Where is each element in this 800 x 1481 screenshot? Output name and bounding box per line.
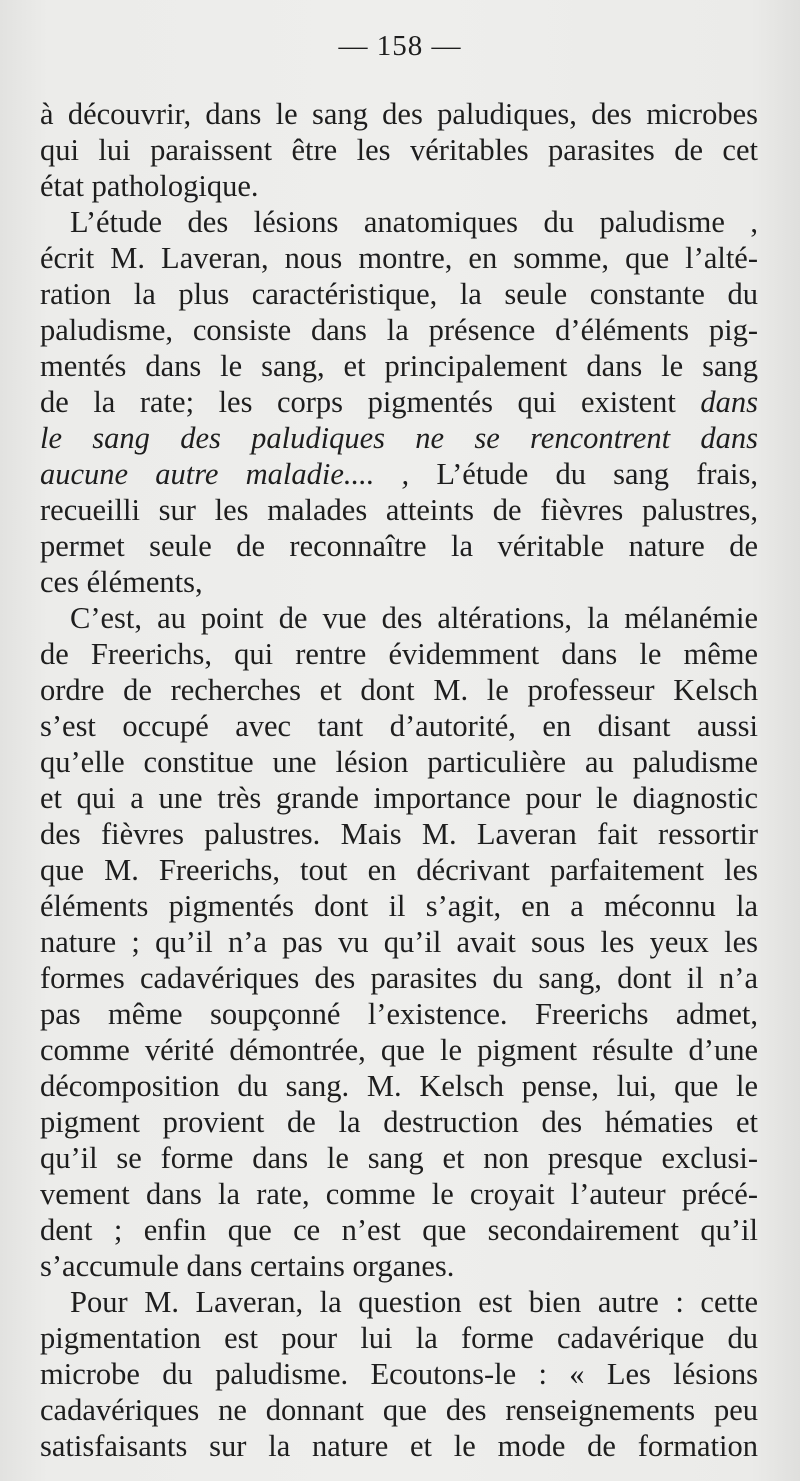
text-line	[40, 348, 758, 384]
text-line	[40, 816, 758, 852]
text-line	[40, 96, 758, 132]
paragraph-first-line	[40, 600, 758, 636]
text-line	[40, 852, 758, 888]
line-text: ordre de recherches et dont M. le professeur Kelsch	[40, 673, 758, 707]
text-line	[40, 312, 758, 348]
text-line	[40, 528, 758, 564]
text-line	[40, 168, 758, 204]
body-text	[40, 96, 758, 1464]
line-text: nature ; qu’il n’a pas vu qu’il avait sous les yeux les	[40, 925, 758, 959]
line-text: et qui a une très grande importance pour le diagnostic	[40, 781, 758, 815]
text-line	[40, 1104, 758, 1140]
line-text: que M. Freerichs, tout en décrivant parfaitement les	[40, 853, 758, 887]
text-line	[40, 1356, 758, 1392]
line-text: écrit M. Laveran, nous montre, en somme, que l’alté-	[40, 241, 758, 275]
line-text: qu’elle constitue une lésion particulière au paludisme	[40, 745, 758, 779]
line-text: qui lui paraissent être les véritables parasites de cet	[40, 133, 758, 167]
line-text: comme vérité démontrée, que le pigment résulte d’une	[40, 1033, 758, 1067]
text-line	[40, 420, 758, 456]
text-line	[40, 384, 758, 420]
line-text: des fièvres palustres. Mais M. Laveran fait ressortir	[40, 817, 758, 851]
line-text: décomposition du sang. M. Kelsch pense, lui, que le	[40, 1069, 758, 1103]
line-text: pigment provient de la destruction des hématies et	[40, 1105, 758, 1139]
text-line	[40, 1392, 758, 1428]
line-text: L’étude du sang frais,	[436, 457, 759, 491]
text-line	[40, 888, 758, 924]
text-line	[40, 1176, 758, 1212]
text-line	[40, 960, 758, 996]
line-text: C’est, au point de vue des altérations, la mélanémie	[70, 601, 758, 635]
line-text: ration la plus caractéristique, la seule constante du	[40, 277, 758, 311]
text-line	[40, 924, 758, 960]
line-text: état pathologique.	[40, 169, 259, 203]
text-line	[40, 456, 758, 492]
text-line	[40, 276, 758, 312]
line-text: recueilli sur les malades atteints de fièvres palustres,	[40, 493, 758, 527]
italic-quote: aucune autre maladie.... ,	[40, 457, 410, 491]
line-text: qu’il se forme dans le sang et non presque exclusi-	[40, 1141, 758, 1175]
line-text: de la rate; les corps pigmentés qui existent	[40, 385, 676, 419]
text-line	[40, 996, 758, 1032]
text-line	[40, 636, 758, 672]
line-text: cadavériques ne donnant que des renseignements peu	[40, 1393, 758, 1427]
text-line	[40, 1032, 758, 1068]
line-text: s’est occupé avec tant d’autorité, en disant aussi	[40, 709, 758, 743]
text-line	[40, 672, 758, 708]
line-text: pigmentation est pour lui la forme cadavérique du	[40, 1321, 758, 1355]
line-text: permet seule de reconnaître la véritable nature de	[40, 529, 758, 563]
text-line	[40, 1320, 758, 1356]
line-text: paludisme, consiste dans la présence d’éléments pig-	[40, 313, 758, 347]
text-line	[40, 564, 758, 600]
text-line	[40, 744, 758, 780]
line-text: vement dans la rate, comme le croyait l’auteur précé-	[40, 1177, 758, 1211]
paragraph-first-line	[40, 1284, 758, 1320]
text-line	[40, 1212, 758, 1248]
line-text: à découvrir, dans le sang des paludiques, des microbes	[40, 97, 758, 131]
text-line	[40, 1428, 758, 1464]
line-text: pas même soupçonné l’existence. Freerichs admet,	[40, 997, 758, 1031]
line-text: de Freerichs, qui rentre évidemment dans le même	[40, 637, 758, 671]
text-line	[40, 240, 758, 276]
line-text: s’accumule dans certains organes.	[40, 1249, 455, 1283]
text-line	[40, 132, 758, 168]
line-text: ces éléments,	[40, 565, 203, 599]
line-text: éléments pigmentés dont il s’agit, en a méconnu la	[40, 889, 758, 923]
line-text: satisfaisants sur la nature et le mode de formation	[40, 1429, 758, 1463]
italic-quote: dans	[700, 385, 758, 419]
line-text: mentés dans le sang, et principalement dans le sang	[40, 349, 758, 383]
text-line	[40, 708, 758, 744]
line-text: microbe du paludisme. Ecoutons-le : « Les lésions	[40, 1357, 758, 1391]
line-text: L’étude des lésions anatomiques du paludisme ,	[70, 205, 758, 239]
text-line	[40, 1140, 758, 1176]
text-line	[40, 1248, 758, 1284]
line-text: Pour M. Laveran, la question est bien autre : cette	[70, 1285, 758, 1319]
line-text: formes cadavériques des parasites du sang, dont il n’a	[40, 961, 758, 995]
page-number-header: — 158 —	[338, 30, 462, 62]
text-line	[40, 780, 758, 816]
text-line	[40, 1068, 758, 1104]
text-line	[40, 492, 758, 528]
paragraph-first-line	[40, 204, 758, 240]
line-text: dent ; enfin que ce n’est que secondairement qu’il	[40, 1213, 758, 1247]
italic-quote: le sang des paludiques ne se rencontrent dans	[40, 421, 758, 455]
